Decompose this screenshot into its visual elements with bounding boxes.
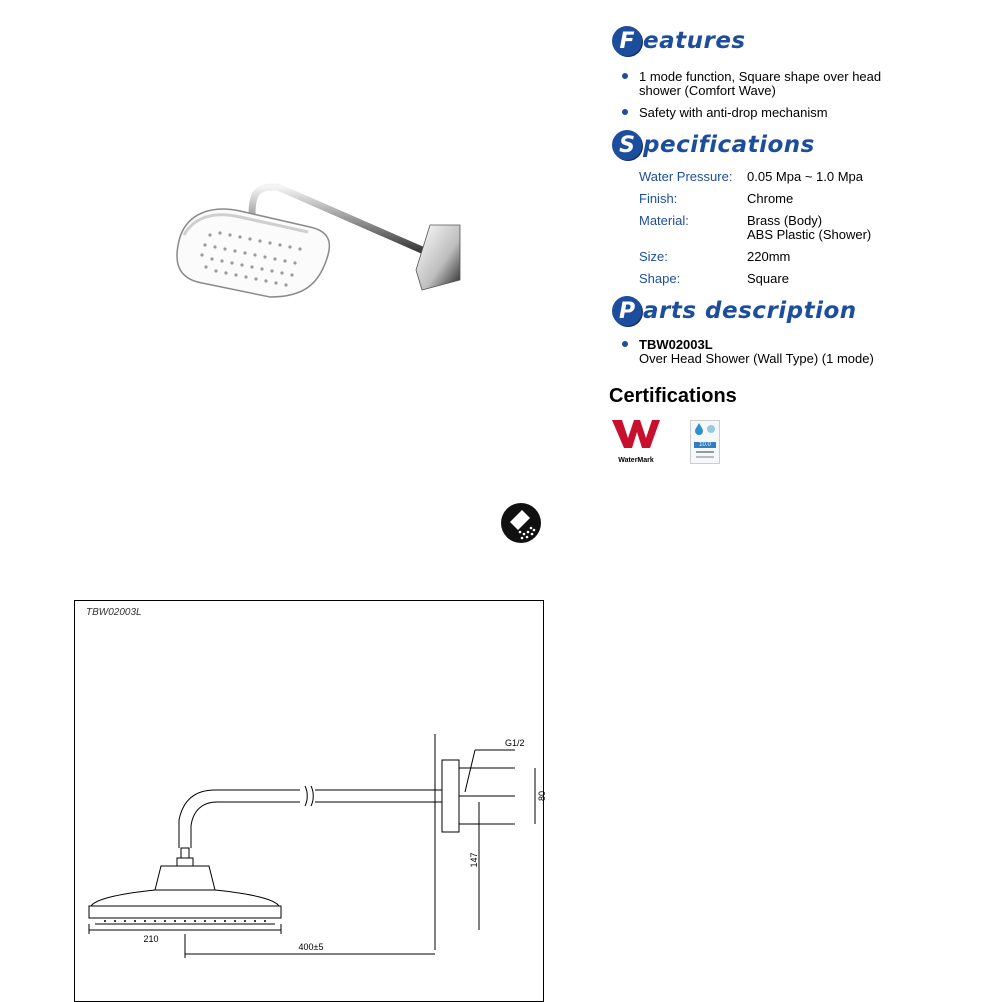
technical-drawing (75, 720, 547, 998)
feature-item: Safety with anti-drop mechanism (622, 106, 922, 120)
watermark-logo (610, 418, 662, 462)
spec-value: 220mm (747, 249, 791, 264)
wels-rating: 10.0 (694, 442, 716, 448)
spec-row (639, 272, 871, 294)
spec-label: Shape: (639, 271, 681, 286)
spec-row (639, 250, 871, 272)
spec-value: Square (747, 271, 789, 286)
dim-height-label: 80 (537, 790, 547, 802)
features-title: eatures (643, 28, 746, 54)
spec-value: 0.05 Mpa ~ 1.0 Mpa (747, 169, 863, 184)
parts-badge: P (612, 296, 642, 326)
specifications-badge: S (612, 130, 642, 160)
watermark-icon (610, 418, 662, 450)
spec-row (639, 192, 871, 214)
wels-label (690, 420, 720, 464)
features-badge: F (612, 26, 642, 56)
specifications-table (639, 170, 871, 294)
spec-value-line: ABS Plastic (Shower) (747, 227, 872, 242)
part-description: Over Head Shower (Wall Type) (1 mode) (639, 351, 874, 366)
parts-heading (612, 294, 857, 328)
dim-diameter-label: 210 (143, 934, 159, 944)
spec-row (639, 214, 871, 250)
certifications-title: Certifications (609, 385, 737, 407)
spec-value: Chrome (747, 191, 794, 206)
specifications-title: pecifications (643, 132, 815, 158)
spec-value-line: Brass (Body) (747, 213, 823, 228)
spec-label: Finish: (639, 191, 678, 206)
features-list (622, 70, 922, 128)
spec-label: Water Pressure: (639, 169, 733, 184)
spec-label: Material: (639, 213, 689, 228)
watermark-label: WaterMark (618, 457, 654, 464)
dim-thread-label: G1/2 (505, 738, 525, 748)
spec-label: Size: (639, 249, 668, 264)
spec-row (639, 170, 871, 192)
spec-value (747, 214, 871, 250)
specifications-heading (612, 128, 815, 162)
parts-title: arts description (643, 298, 857, 324)
part-code: TBW02003L (639, 337, 713, 352)
part-item (622, 338, 922, 366)
drawing-model-label: TBW02003L (86, 607, 142, 618)
features-heading (612, 24, 746, 58)
product-photo (160, 175, 470, 305)
parts-list (622, 338, 922, 374)
feature-item: 1 mode function, Square shape over head shower (Comfort Wave) (622, 70, 922, 98)
wels-drop-icon (691, 421, 719, 435)
spray-mode-icon (500, 502, 542, 544)
dim-drop-label: 147 (469, 852, 479, 868)
dim-length-label: 400±5 (298, 942, 324, 952)
